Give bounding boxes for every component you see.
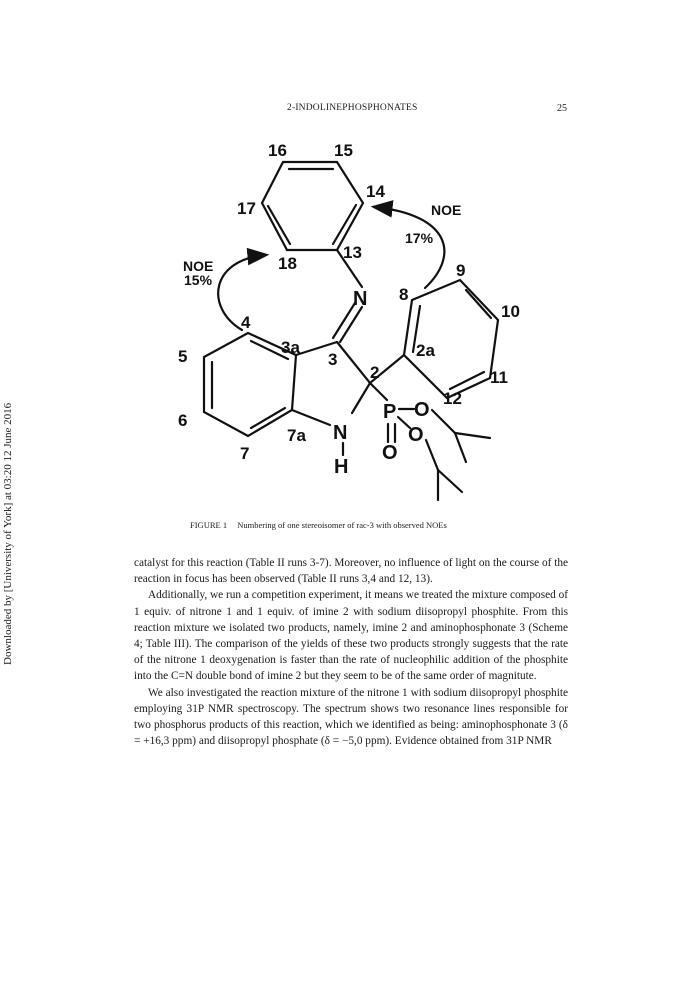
atom-label-15: 15 [334,141,353,160]
atom-label-2a: 2a [416,341,435,360]
download-notice: Downloaded by [University of York] at 03:20 12 June 2016 [2,402,14,665]
atom-label-7: 7 [240,444,250,463]
figure-caption-text: Numbering of one stereoisomer of rac-3 with observed NOEs [237,520,447,530]
top-phenyl-ring [262,162,363,250]
right-phenyl-ring [404,280,498,398]
atom-label-14: 14 [366,182,385,201]
atom-label-18: 18 [278,254,297,273]
atom-label-16: 16 [268,141,287,160]
noe-right-label: NOE [431,202,462,218]
atom-label-3a: 3a [281,338,300,357]
noe-left-label: NOE [183,258,214,274]
paragraph-2: Additionally, we run a competition experiment, it means we treated the mixture composed of 1 equiv. of nitrone 1 and 1 equiv. of imine 2 with sodium diisopropyl phosphite. From this reaction mixture we isolated two products, namely, imine 2 and aminophosphonate 3 (Scheme 4; Table III). The comparison of the yields of these two products strongly suggests that the rate of the nitrone 1 deoxygenation is faster than the rate of nucleophilic addition of the phosphite into the C=N double bond of imine 2 but they seem to be of the same order of magnitute. [134,589,568,683]
atom-label-6: 6 [178,411,188,430]
paragraph-1: catalyst for this reaction (Table II runs 3-7). Moreover, no influence of light on the course of the reaction in focus has been observed (Table II runs 3,4 and 12, 13). [134,557,568,586]
atom-label-10: 10 [501,302,520,321]
atom-label-9: 9 [456,261,466,280]
atom-label-12: 12 [443,389,462,408]
noe-right-percent: 17% [405,230,434,246]
figure-caption [190,520,447,530]
noe-arrow-right [375,207,444,288]
c2-p-bond [370,383,387,400]
noe-left-percent: 15% [184,272,213,288]
paragraph-3: We also investigated the reaction mixture of the nitrone 1 with sodium diisopropyl phosphite employing 31P NMR spectroscopy. The spectrum shows two resonance lines responsible for two phosphorus products of this reaction, which we identified as being: aminophosphonate 3 (δ = +16,3 ppm) and diisopropyl phosphate (δ = −5,0 ppm). Evidence obtained from 31P NMR [134,686,568,748]
atom-label-o1: O [414,399,430,421]
atom-label-3: 3 [328,350,338,369]
phosphoryl-double-bond [388,424,395,442]
atom-label-n-h: N [333,422,348,444]
atom-label-8: 8 [399,285,409,304]
atom-label-n-imine: N [353,288,368,310]
figure-number: FIGURE 1 [190,520,228,530]
atom-label-o2: O [408,424,424,446]
isopropyl-group-1 [432,410,490,462]
atom-label-4: 4 [241,313,251,332]
atom-label-17: 17 [237,199,256,218]
atom-label-2: 2 [370,363,380,382]
atom-label-h: H [334,456,349,478]
atom-label-p: P [383,401,397,423]
atom-label-11: 11 [490,368,508,387]
atom-label-13: 13 [343,243,362,262]
isopropyl-group-2 [426,440,462,500]
page-number: 25 [557,103,567,114]
atom-label-o-double: O [382,442,398,464]
atom-label-5: 5 [178,347,188,366]
atom-label-7a: 7a [287,426,306,445]
body-text [134,555,568,749]
running-title: 2-INDOLINEPHOSPHONATES [287,103,418,113]
